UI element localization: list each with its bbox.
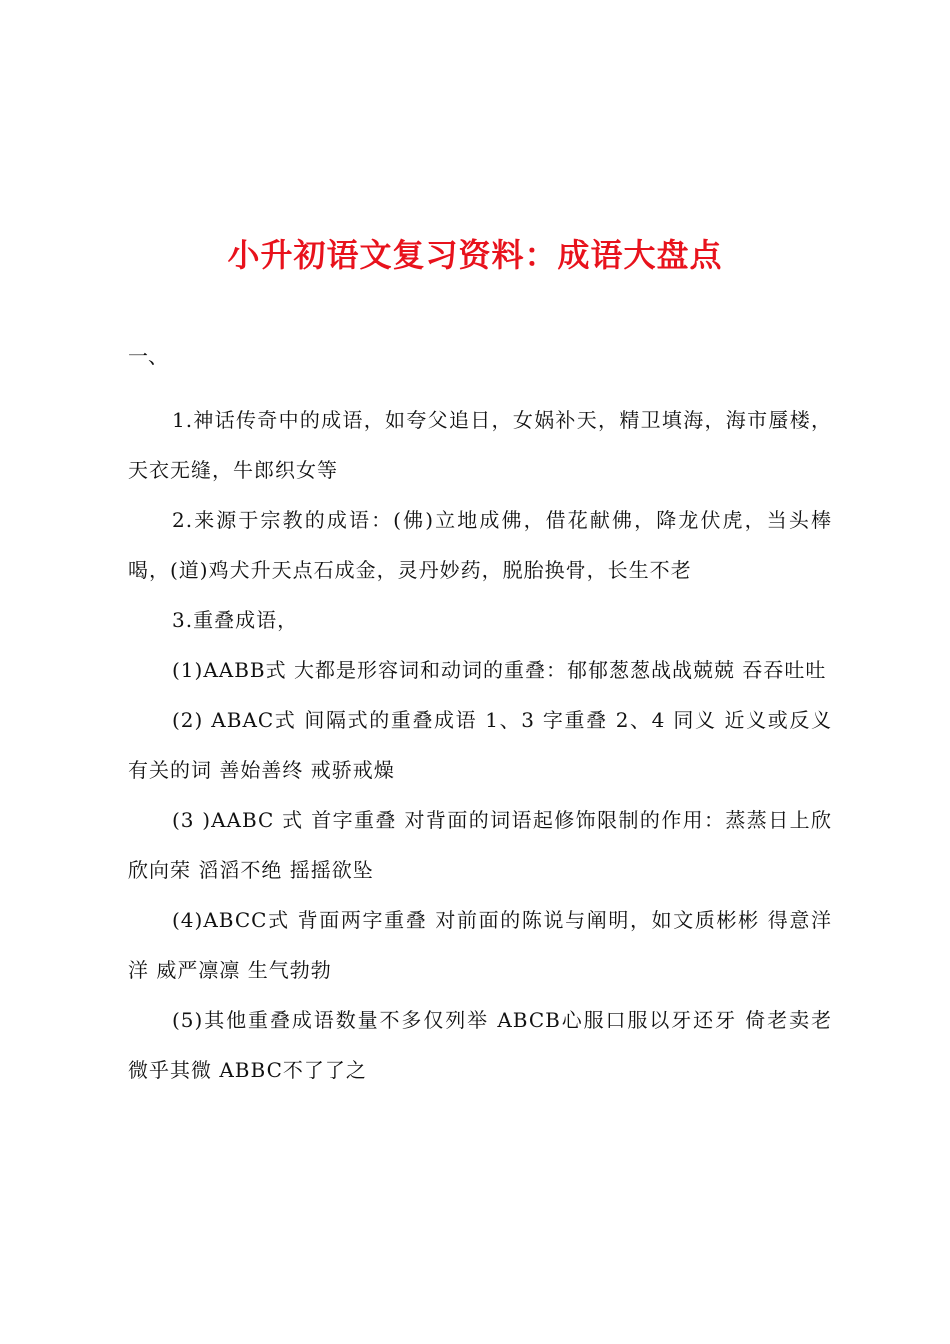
document-body — [128, 344, 832, 1095]
section-number: 一、 — [128, 344, 168, 368]
paragraph-myth-idioms: 1.神话传奇中的成语，如夸父追日，女娲补天，精卫填海，海市蜃楼，天衣无缝，牛郎织女等 — [128, 408, 832, 482]
paragraph-aabc: (3 )AABC 式 首字重叠 对背面的词语起修饰限制的作用：蒸蒸日上欣欣向荣 滔滔不绝 摇摇欲坠 — [128, 808, 832, 882]
paragraph-abac: (2) ABAC式 间隔式的重叠成语 1、3 字重叠 2、4 同义 近义或反义有关的词 善始善终 戒骄戒燥 — [128, 708, 832, 782]
paragraph-religion-idioms: 2.来源于宗教的成语：(佛)立地成佛，借花献佛，降龙伏虎，当头棒喝，(道)鸡犬升天点石成金，灵丹妙药，脱胎换骨，长生不老 — [128, 508, 832, 582]
document-title: 小升初语文复习资料：成语大盘点 — [227, 236, 723, 275]
paragraph-abcc: (4)ABCC式 背面两字重叠 对前面的陈说与阐明，如文质彬彬 得意洋洋 威严凛凛 生气勃勃 — [128, 908, 832, 982]
paragraph-other: (5)其他重叠成语数量不多仅列举 ABCB心服口服以牙还牙 倚老卖老 微乎其微 ABBC不了了之 — [128, 1008, 832, 1082]
paragraph-aabb: (1)AABB式 大都是形容词和动词的重叠：郁郁葱葱战战兢兢 吞吞吐吐 — [172, 658, 827, 682]
paragraph-reduplicated-idioms: 3.重叠成语， — [172, 608, 299, 632]
